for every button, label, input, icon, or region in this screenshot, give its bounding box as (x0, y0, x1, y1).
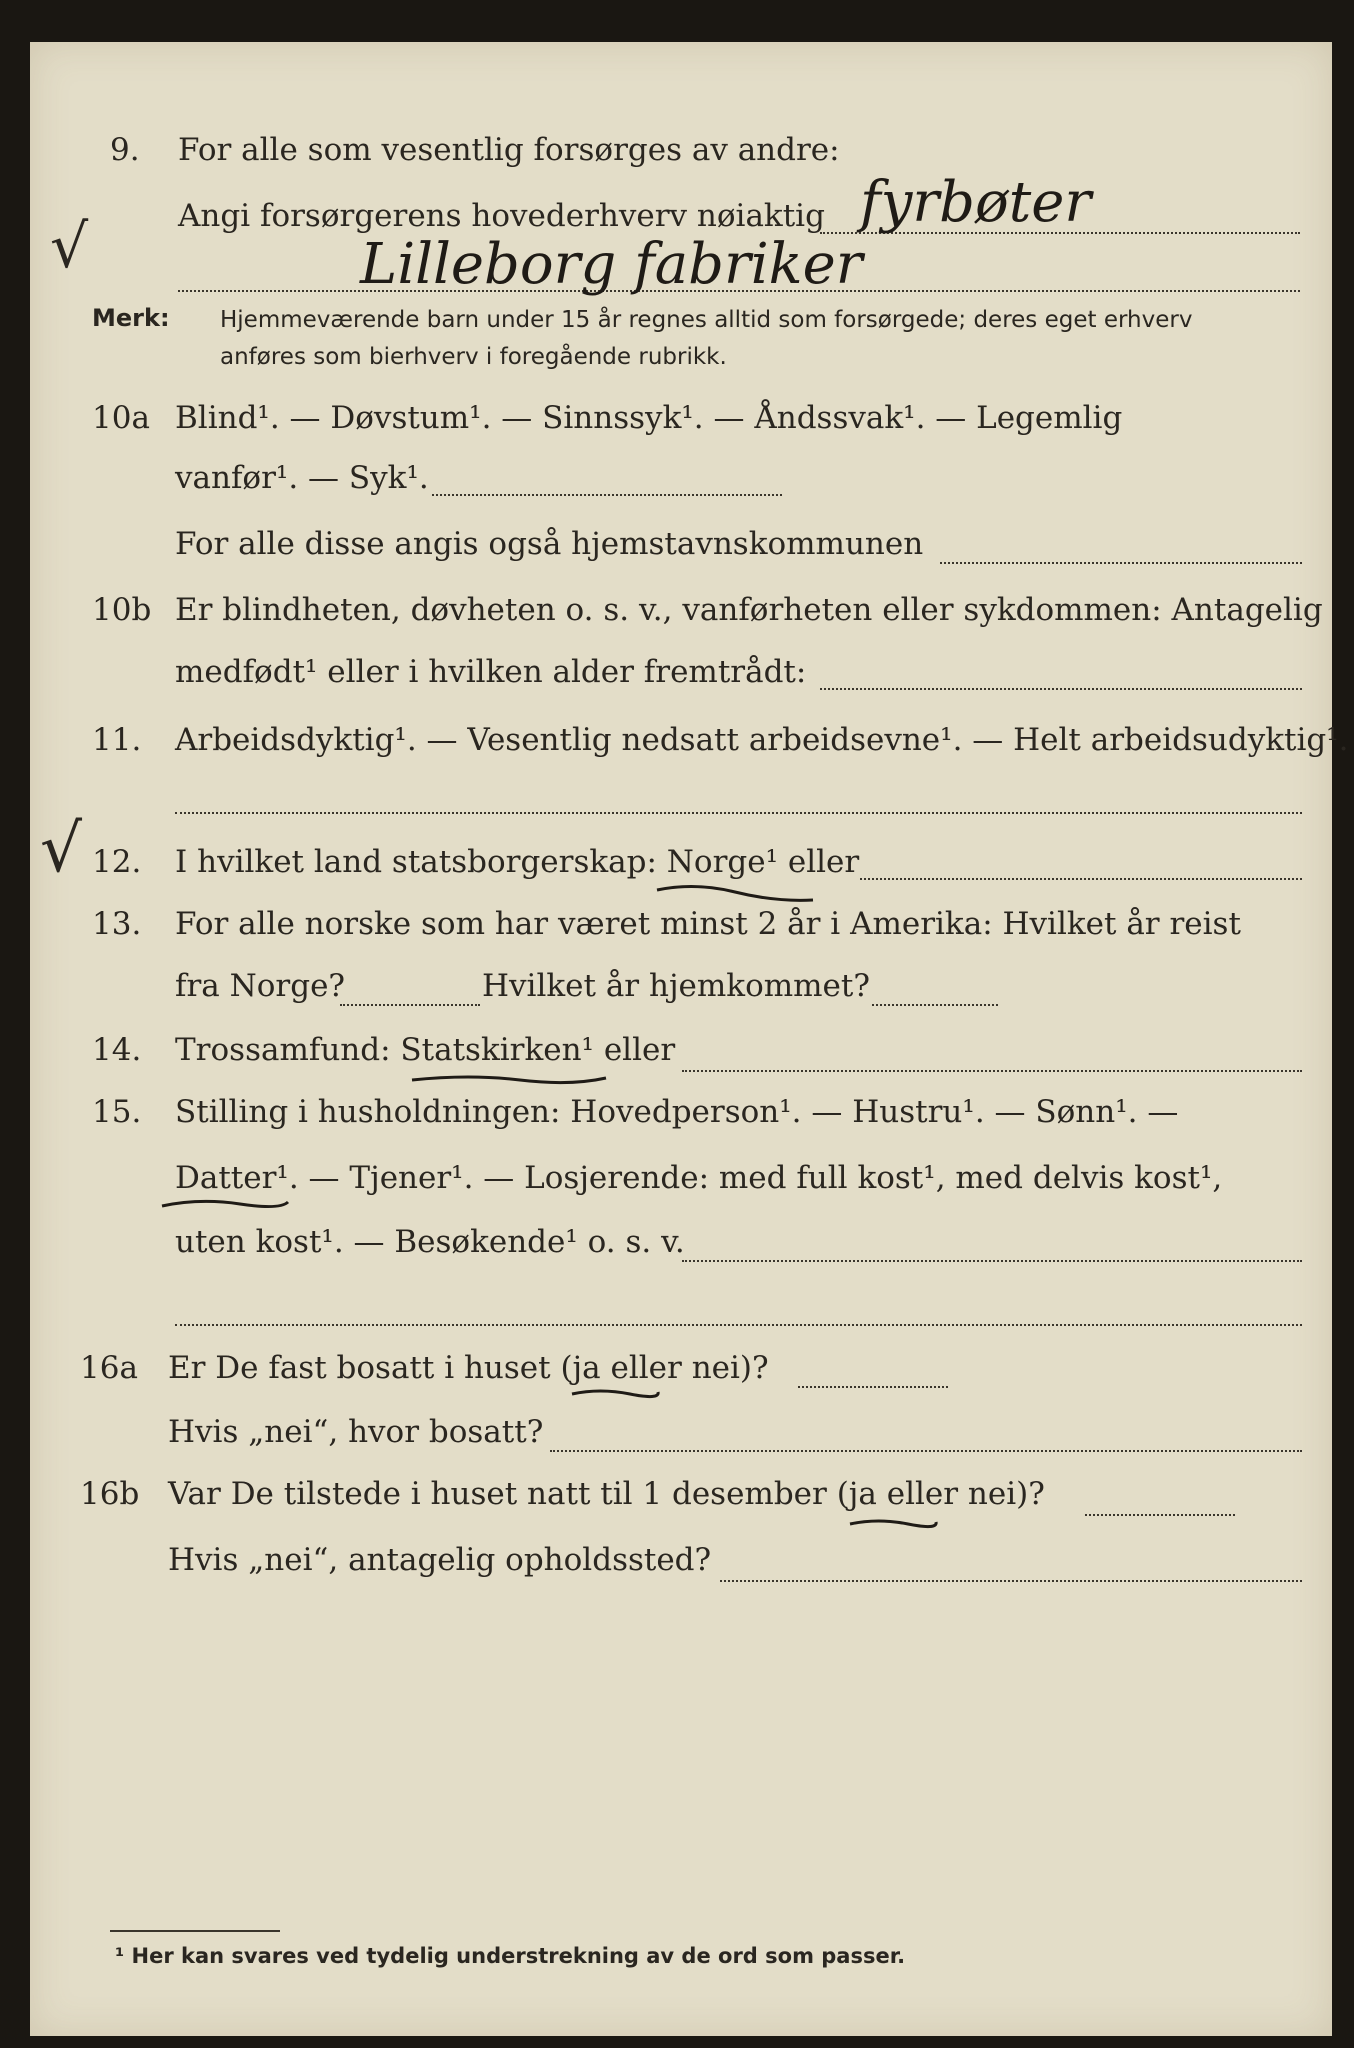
q9-handwritten-answer2: Lilleborg fabriker (360, 232, 863, 297)
q16a-location-line (550, 1450, 1302, 1452)
q9-handwritten-answer1: fyrbøter (860, 170, 1092, 235)
q16a-number: 16a (80, 1350, 138, 1386)
q13-line1: For alle norske som har været minst 2 år i Amerika: Hvilket år reist (175, 906, 1241, 942)
q10a-number: 10a (92, 400, 150, 436)
q13-line2b: Hvilket år hjemkommet? (482, 968, 870, 1004)
datter-underline (160, 1192, 290, 1216)
q13-number: 13. (92, 906, 142, 942)
q10b-line1: Er blindheten, døvheten o. s. v., vanførheten eller sykdommen: Antagelig (175, 592, 1323, 628)
q13-line2a: fra Norge? (175, 968, 346, 1004)
q16b-line2: Hvis „nei“, antagelig opholdssted? (168, 1542, 712, 1578)
q12-number: 12. (92, 844, 142, 880)
q9-line2: Angi forsørgerens hovederhverv nøiaktig (178, 198, 825, 234)
q12-line1: I hvilket land statsborgerskap: Norge¹ eller (175, 844, 860, 880)
q15-line2: Datter¹. — Tjener¹. — Losjerende: med full kost¹, med delvis kost¹, (175, 1160, 1223, 1196)
footnote-divider (110, 1930, 280, 1932)
merk-line1: Hjemmeværende barn under 15 år regnes alltid som forsørgede; deres eget erhverv (220, 307, 1193, 333)
q11-number: 11. (92, 722, 142, 758)
q9-number: 9. (110, 132, 140, 168)
q10a-line3: For alle disse angis også hjemstavnskommunen (175, 526, 924, 562)
census-form-page (30, 42, 1349, 2036)
q10b-number: 10b (92, 592, 152, 628)
ja-underline-16b (848, 1516, 938, 1536)
norge-underline (655, 878, 815, 908)
q15-line1: Stilling i husholdningen: Hovedperson¹. — Hustru¹. — Sønn¹. — (175, 1094, 1179, 1130)
merk-line2: anføres som bierhverv i foregående rubrikk. (220, 344, 727, 370)
q16a-line1: Er De fast bosatt i huset (ja eller nei)? (168, 1350, 769, 1386)
q16a-line2: Hvis „nei“, hvor bosatt? (168, 1414, 544, 1450)
q10a-answer-line (432, 494, 782, 496)
q10b-line2: medfødt¹ eller i hvilken alder fremtrådt: (175, 654, 807, 690)
q13-returned-line (872, 1004, 998, 1006)
ja-underline-16a (570, 1386, 660, 1406)
q9-line1: For alle som vesentlig forsørges av andre: (178, 132, 840, 168)
footnote: ¹ Her kan svares ved tydelig understrekning av de ord som passer. (115, 1944, 906, 1968)
q14-number: 14. (92, 1032, 142, 1068)
q16b-answer-line (1085, 1514, 1235, 1516)
check-mark-icon-2: √ (40, 810, 83, 887)
q15-answer-line2 (175, 1324, 1302, 1326)
q16a-answer-line (798, 1386, 948, 1388)
merk-label: Merk: (92, 304, 170, 332)
q14-line1: Trossamfund: Statskirken¹ eller (175, 1032, 676, 1068)
q12-answer-line (860, 878, 1302, 880)
statskirken-underline (410, 1072, 610, 1092)
q11-line1: Arbeidsdyktig¹. — Vesentlig nedsatt arbeidsevne¹. — Helt arbeidsudyktig¹. (175, 722, 1349, 758)
q16b-line1: Var De tilstede i huset natt til 1 desember (ja eller nei)? (168, 1476, 1045, 1512)
q10b-answer-line (820, 688, 1302, 690)
q10a-line2: vanfør¹. — Syk¹. (175, 460, 429, 496)
q13-left-line (340, 1004, 480, 1006)
q16b-number: 16b (80, 1476, 140, 1512)
q15-number: 15. (92, 1094, 142, 1130)
q10a-line1: Blind¹. — Døvstum¹. — Sinnssyk¹. — Åndssvak¹. — Legemlig (175, 400, 1123, 436)
q15-answer-line (682, 1260, 1302, 1262)
q14-answer-line (682, 1070, 1302, 1072)
q10a-hometown-line (940, 562, 1302, 564)
q15-line3: uten kost¹. — Besøkende¹ o. s. v. (175, 1224, 685, 1260)
check-mark-icon: √ (50, 212, 89, 282)
q16b-location-line (720, 1580, 1302, 1582)
q11-answer-line (175, 812, 1302, 814)
